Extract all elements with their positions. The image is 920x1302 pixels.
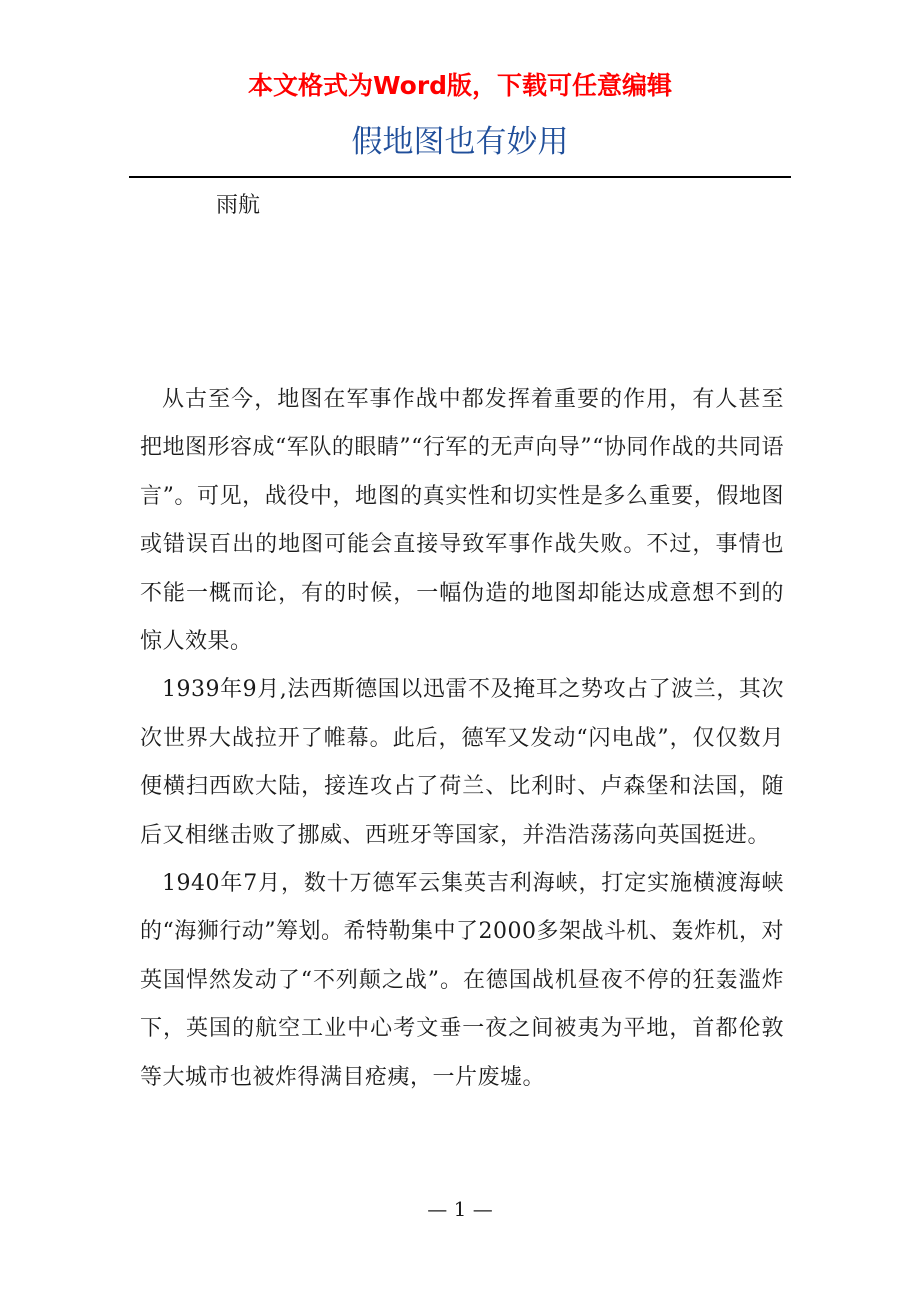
title-divider — [129, 176, 791, 178]
paragraph-2: 1939年9月,法西斯德国以迅雷不及掩耳之势攻占了波兰，其次次世界大战拉开了帷幕。此后，德军又发动“闪电战”，仅仅数月便横扫西欧大陆，接连攻占了荷兰、比利时、卢森堡和法国，随后又相继击败了挪威、西班牙等国家，并浩浩荡荡向英国挺进。 — [140, 677, 784, 848]
article-body — [140, 376, 784, 1102]
format-notice: 本文格式为Word版，下载可任意编辑 — [247, 71, 673, 100]
paragraph-1: 从古至今，地图在军事作战中都发挥着重要的作用，有人甚至把地图形容成“军队的眼睛”“行军的无声向导”“协同作战的共同语言”。可见，战役中，地图的真实性和切实性是多么重要，假地图或错误百出的地图可能会直接导致军事作战失败。不过，事情也不能一概而论，有的时候，一幅伪造的地图却能达成意想不到的惊人效果。 — [140, 387, 784, 655]
author-name: 雨航 — [216, 193, 261, 218]
page-title: 假地图也有妙用 — [351, 124, 569, 160]
paragraph-3: 1940年7月，数十万德军云集英吉利海峡，打定实施横渡海峡的“海狮行动”筹划。希特勒集中了2000多架战斗机、轰炸机，对英国悍然发动了“不列颠之战”。在德国战机昼夜不停的狂轰滥炸下，英国的航空工业中心考文垂一夜之间被夷为平地，首都伦敦等大城市也被炸得满目疮痍，一片废墟。 — [140, 871, 784, 1090]
page-number: — 1 — — [427, 1197, 493, 1221]
